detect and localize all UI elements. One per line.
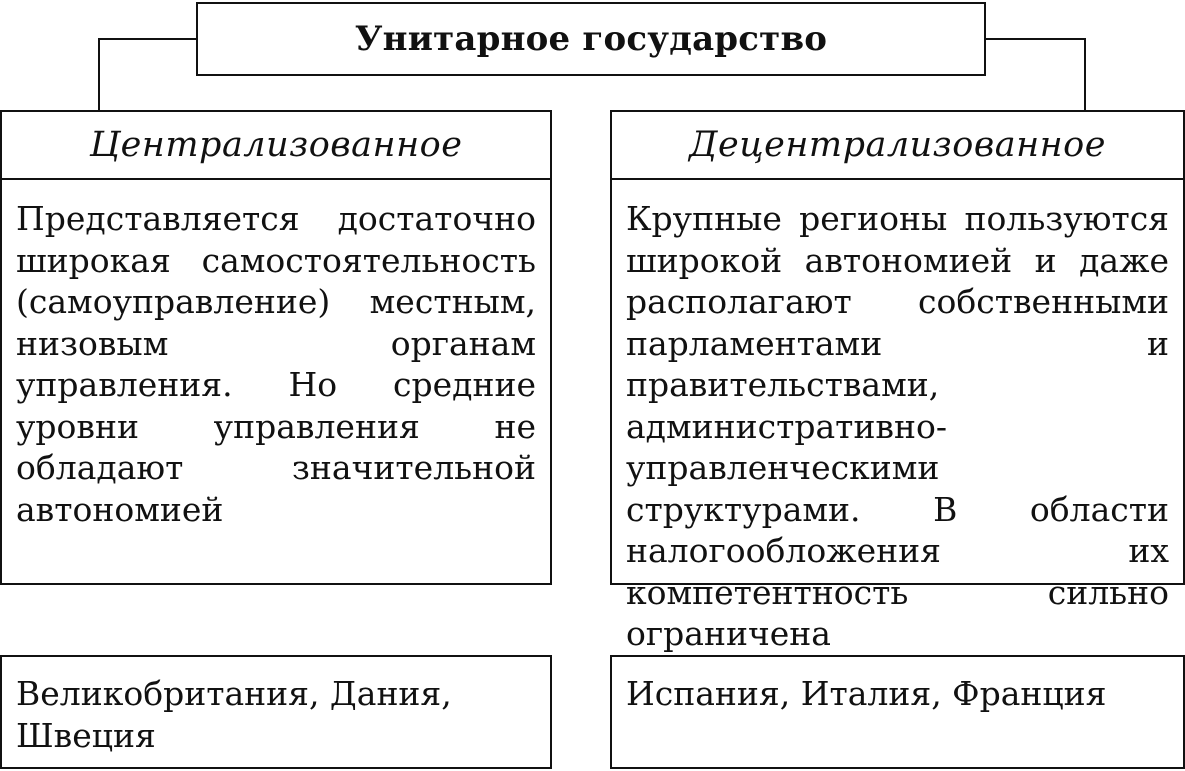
decentralized-description: Крупные регионы пользуются широкой автономией и даже располагают собственными парламентами и правительствами, административно-управленческими структурами. В области налогообложения их компетентность сильно ограничена [626, 199, 1169, 653]
decentralized-description-box [610, 178, 1185, 653]
centralized-examples-box [0, 655, 552, 769]
title-box [196, 2, 986, 76]
connector-left [98, 38, 198, 112]
decentralized-header-box [610, 110, 1185, 180]
centralized-header: Централизованное [89, 125, 463, 165]
diagram-title: Унитарное государство [354, 19, 828, 59]
decentralized-header: Децентрализованное [689, 125, 1106, 165]
centralized-description: Представляется достаточно широкая самостоятельность (самоуправление) местным, низовым органам управления. Но средние уровни управления не обладают значительной автономией [16, 199, 536, 529]
decentralized-examples: Испания, Италия, Франция [626, 674, 1107, 713]
centralized-description-box [0, 178, 552, 585]
connector-right [984, 38, 1086, 112]
centralized-header-box [0, 110, 552, 180]
decentralized-examples-box [610, 655, 1185, 769]
centralized-examples: Великобритания, Дания, Швеция [16, 674, 452, 755]
